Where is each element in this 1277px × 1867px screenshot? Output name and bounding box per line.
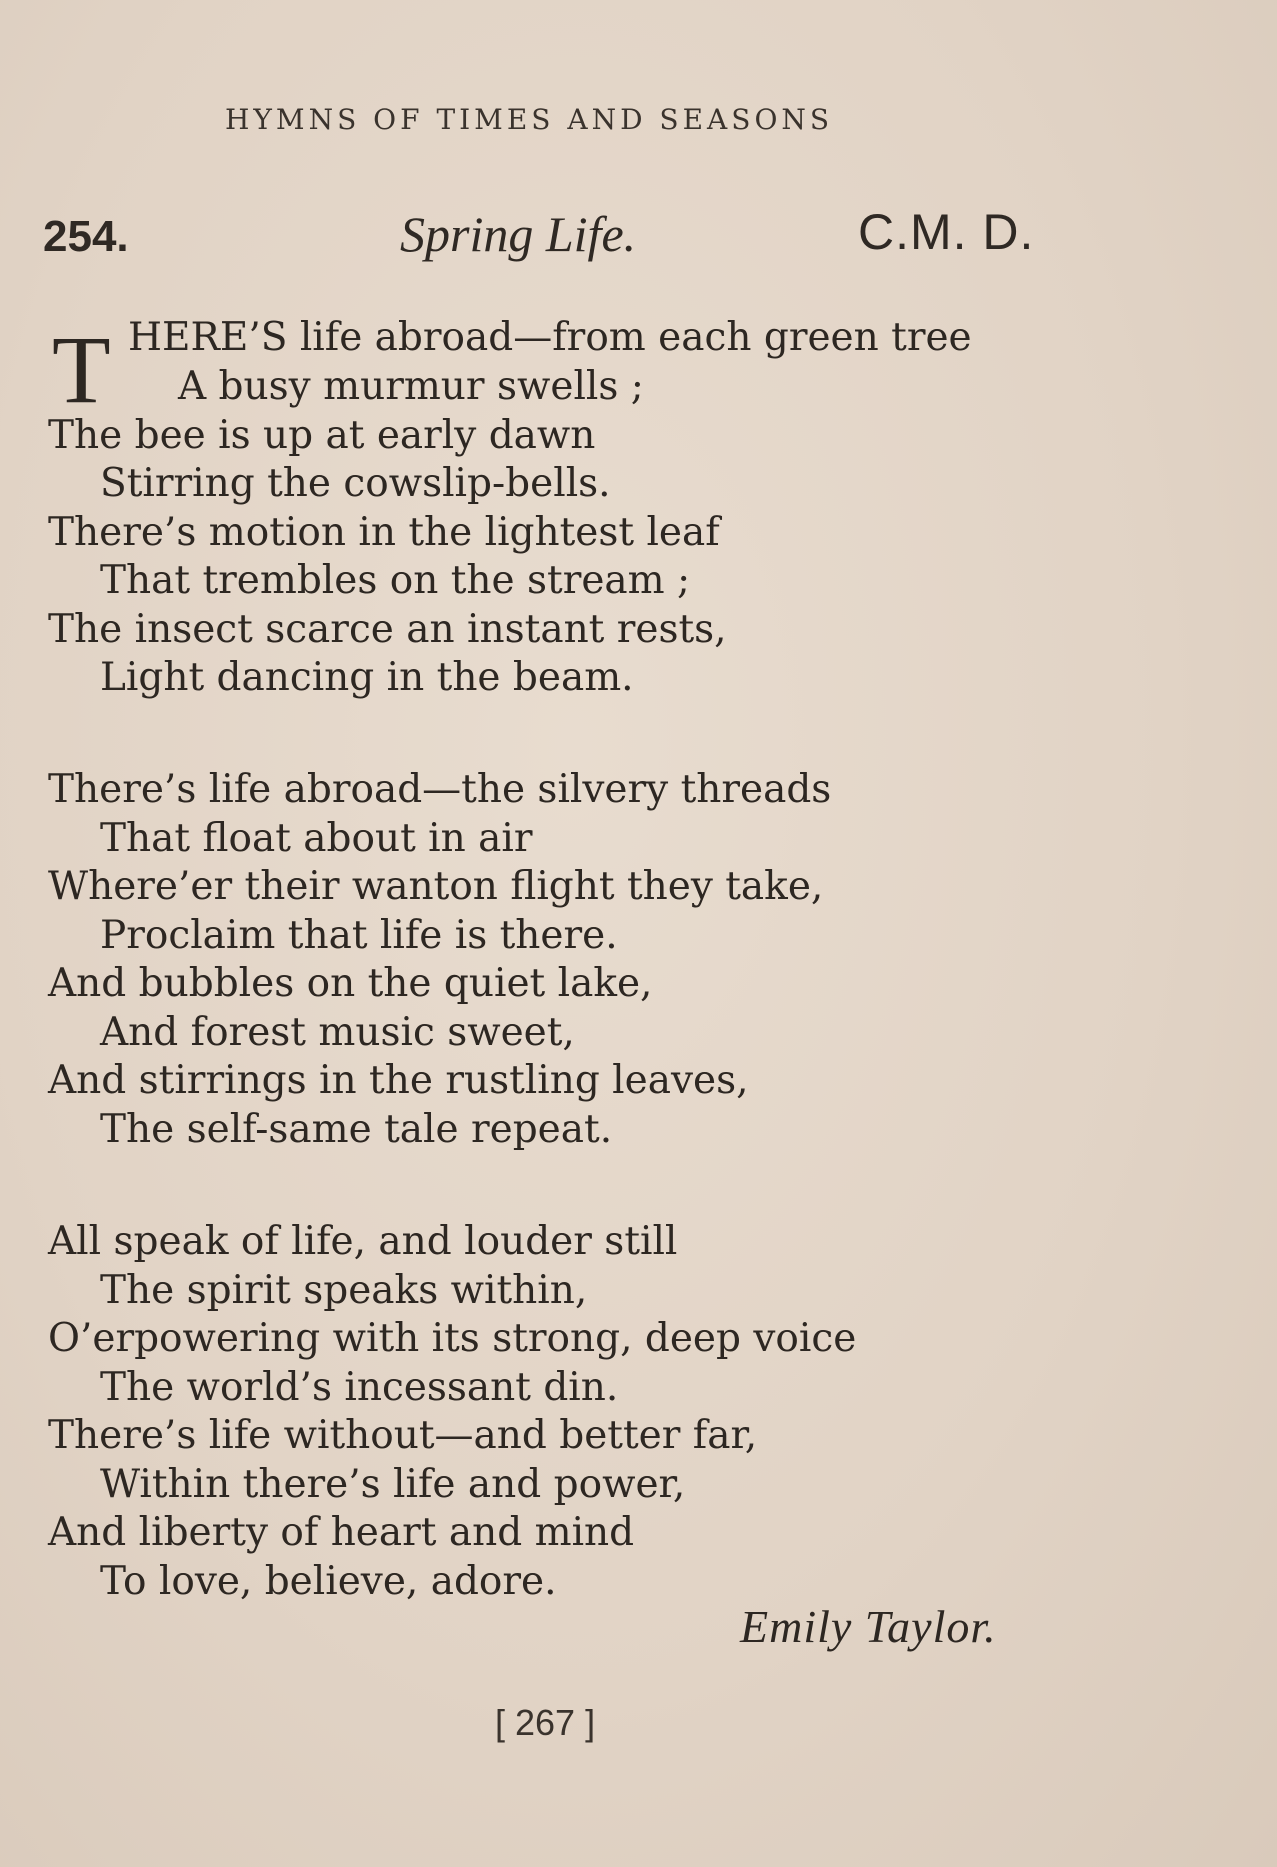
verse-line: Stirring the cowslip-bells. [100, 461, 611, 506]
verse-line: And stirrings in the rustling leaves, [48, 1058, 749, 1103]
verse-line: The insect scarce an instant rests, [48, 606, 727, 652]
verse-line: The spirit speaks within, [100, 1267, 588, 1313]
verse-line: A busy murmur swells ; [178, 364, 644, 409]
verse-line: The world’s incessant din. [100, 1364, 619, 1410]
stanza-1 [48, 363, 727, 703]
verse-line: And forest music sweet, [100, 1009, 575, 1055]
verse-line: Where’er their wanton flight they take, [48, 864, 824, 909]
verse-line: All speak of life, and louder still [48, 1219, 678, 1264]
running-head: HYMNS OF TIMES AND SEASONS [225, 103, 834, 136]
verse-line: The bee is up at early dawn [48, 412, 596, 458]
verse-line: Light dancing in the beam. [100, 655, 634, 700]
verse-line: Proclaim that life is there. [100, 912, 618, 958]
stanza-3 [48, 1218, 856, 1606]
verse-line: That trembles on the stream ; [100, 558, 691, 603]
verse-line: To love, believe, adore. [100, 1558, 557, 1604]
hymn-meter: C.M. D. [858, 204, 1035, 260]
verse-line: And bubbles on the quiet lake, [48, 961, 653, 1006]
author-attribution: Emily Taylor. [740, 1601, 997, 1652]
hymn-title: Spring Life. [400, 206, 637, 262]
verse-line: There’s life abroad—the silvery threads [48, 767, 832, 812]
verse-line: O’erpowering with its strong, deep voice [48, 1316, 857, 1361]
verse-line: There’s motion in the lightest leaf [48, 509, 720, 555]
verse-line: Within there’s life and power, [100, 1461, 686, 1507]
drop-cap: T [52, 316, 111, 423]
stanza-1-first-line: HERE’S life abroad—from each green tree [128, 315, 972, 360]
hymn-number: 254. [43, 212, 129, 261]
verse-line: There’s life without—and better far, [48, 1413, 758, 1458]
page-number: [ 267 ] [495, 1702, 596, 1743]
verse-line: That float about in air [100, 815, 533, 861]
stanza-2 [48, 766, 831, 1154]
verse-line: And liberty of heart and mind [48, 1510, 635, 1555]
verse-line: The self-same tale repeat. [100, 1106, 613, 1152]
